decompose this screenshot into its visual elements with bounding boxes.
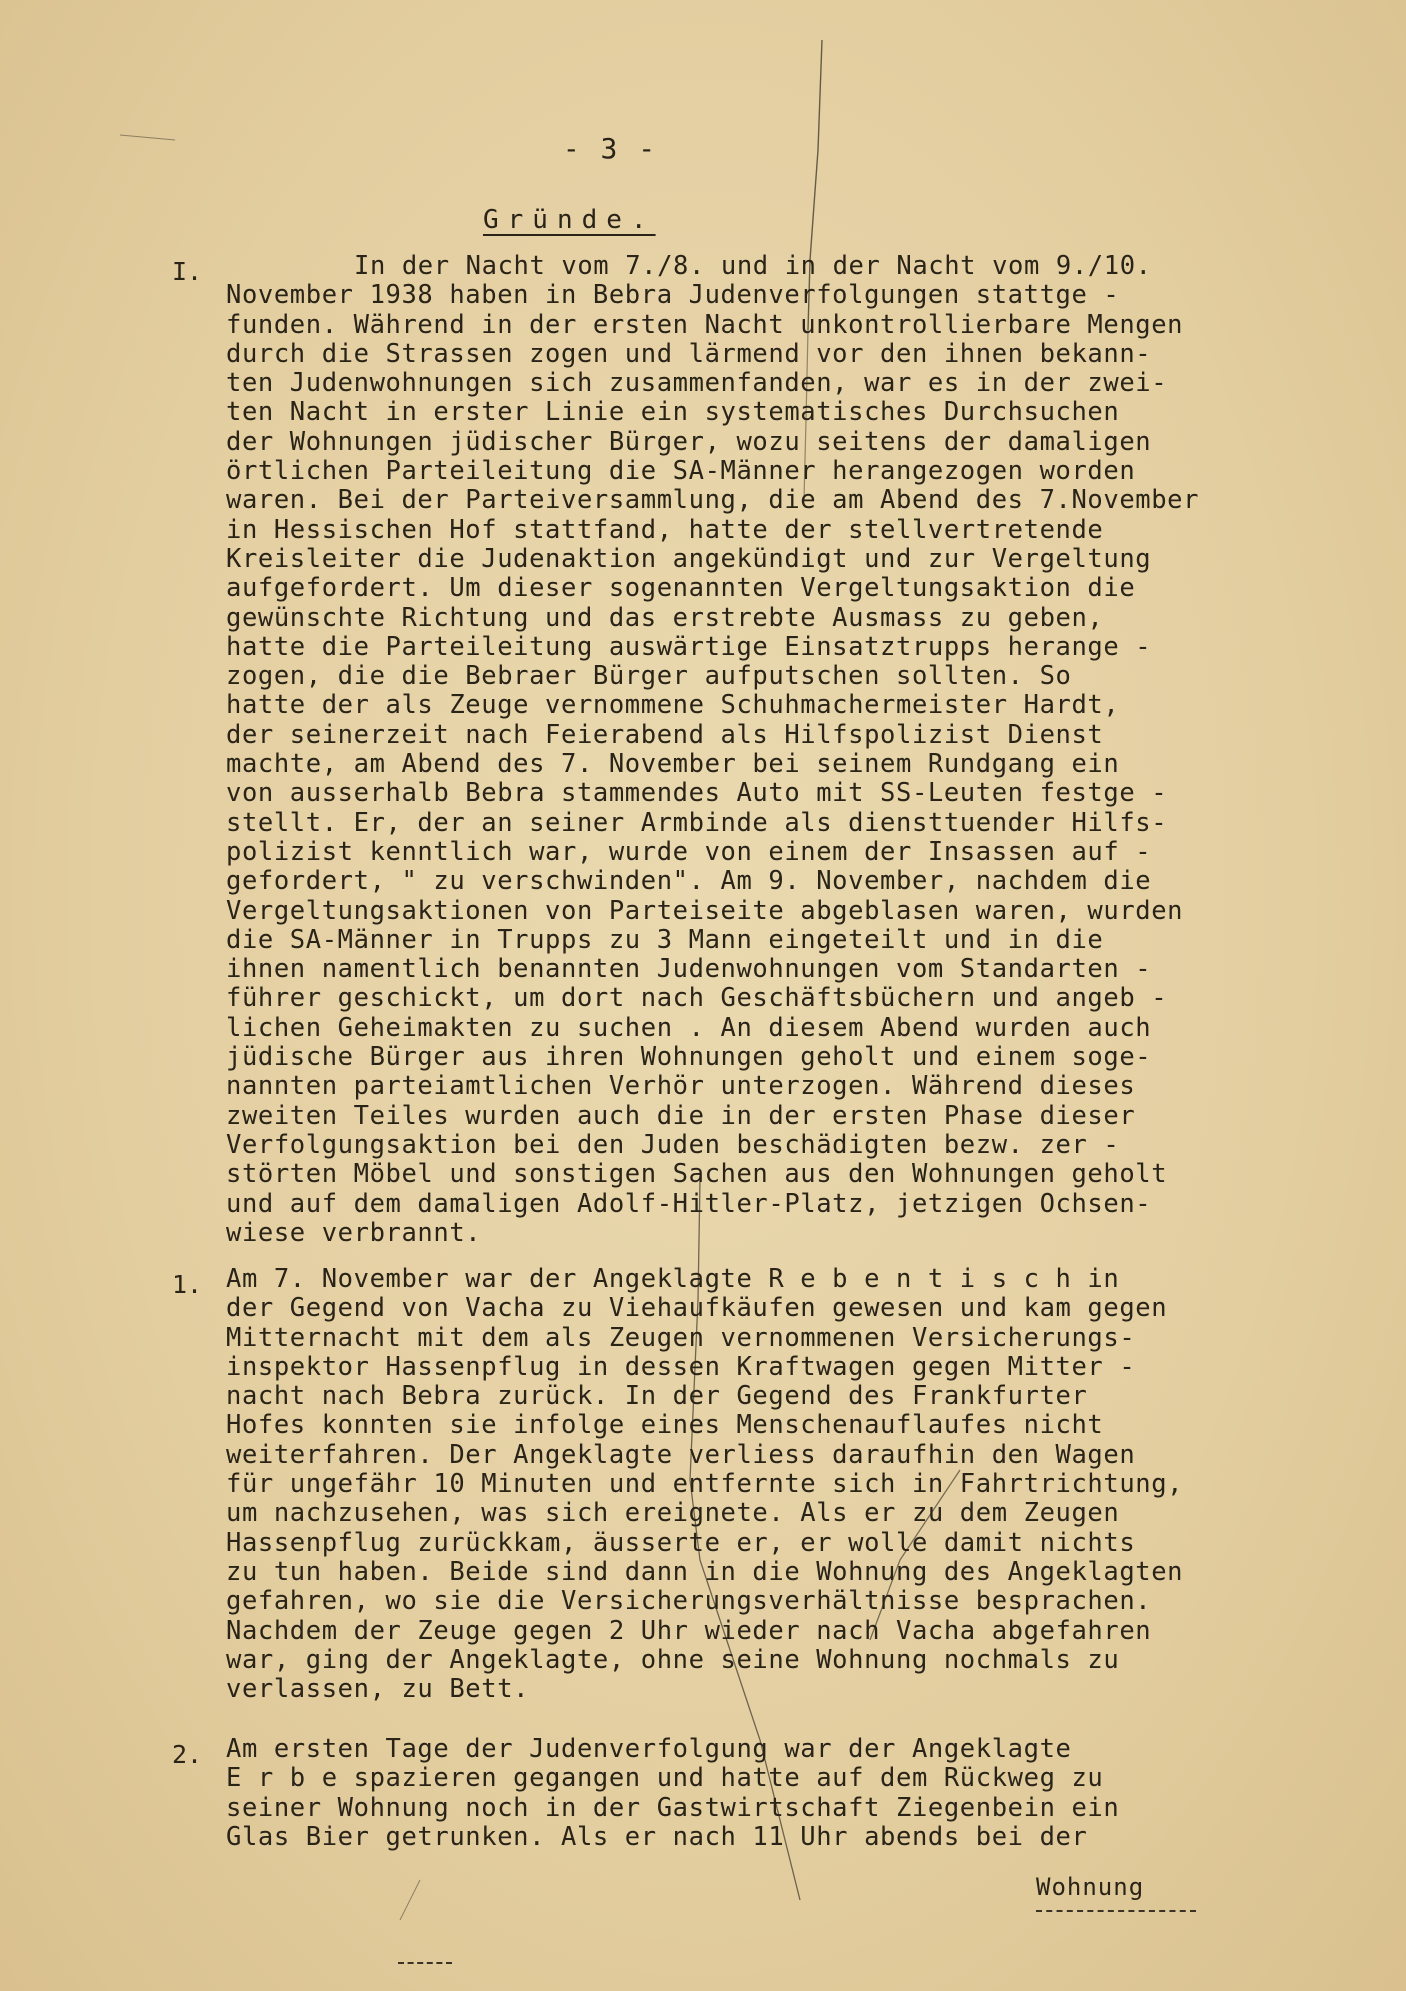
text-line: jüdische Bürger aus ihren Wohnungen geholt und einem soge- [226, 1042, 1152, 1073]
text-line: der Gegend von Vacha zu Viehaufkäufen gewesen und kam gegen [226, 1293, 1168, 1324]
text-line: E r b e spazieren gegangen und hatte auf dem Rückweg zu [226, 1763, 1104, 1794]
text-line: Vergeltungsaktionen von Parteiseite abgeblasen waren, wurden [226, 895, 1184, 926]
section-1-text [226, 1265, 1183, 1704]
text-line: Hofes konnten sie infolge eines Menschenauflaufes nicht [226, 1410, 1104, 1441]
text-line: Glas Bier getrunken. Als er nach 11 Uhr abends bei der [226, 1821, 1088, 1852]
text-line: um nachzusehen, was sich ereignete. Als er zu dem Zeugen [226, 1498, 1120, 1529]
text-line: Hassenpflug zurückkam, äusserte er, er wolle damit nichts [226, 1527, 1136, 1558]
text-line: waren. Bei der Parteiversammlung, die am Abend des 7.November [226, 485, 1200, 516]
text-line: lichen Geheimakten zu suchen . An diesem Abend wurden auch [226, 1012, 1152, 1043]
text-line: zweiten Teiles wurden auch die in der ersten Phase dieser [226, 1100, 1136, 1131]
text-line: gewünschte Richtung und das erstrebte Ausmass zu geben, [226, 602, 1104, 633]
text-line: verlassen, zu Bett. [226, 1674, 530, 1705]
text-line: war, ging der Angeklagte, ohne seine Wohnung nochmals zu [226, 1644, 1120, 1675]
text-line: polizist kenntlich war, wurde von einem der Insassen auf - [226, 836, 1152, 867]
catchword-rule [1036, 1910, 1196, 1912]
text-line: ten Judenwohnungen sich zusammenfanden, war es in der zwei- [226, 368, 1168, 399]
text-line: hatte die Parteileitung auswärtige Einsatztrupps herange - [226, 631, 1152, 662]
text-line: machte, am Abend des 7. November bei seinem Rundgang ein [226, 749, 1120, 780]
text-line: störten Möbel und sonstigen Sachen aus den Wohnungen geholt [226, 1159, 1168, 1190]
text-line: von ausserhalb Bebra stammendes Auto mit SS-Leuten festge - [226, 778, 1168, 809]
text-line: hatte der als Zeuge vernommene Schuhmachermeister Hardt, [226, 690, 1120, 721]
catchword: Wohnung [1036, 1873, 1145, 1901]
text-line: für ungefähr 10 Minuten und entfernte sich in Fahrtrichtung, [226, 1469, 1184, 1500]
text-line: ihnen namentlich benannten Judenwohnungen vom Standarten - [226, 954, 1152, 985]
text-line: nannten parteiamtlichen Verhör unterzogen. Während dieses [226, 1071, 1136, 1102]
text-line: die SA-Männer in Trupps zu 3 Mann eingeteilt und in die [226, 924, 1104, 955]
text-line: zu tun haben. Beide sind dann in die Wohnung des Angeklagten [226, 1556, 1184, 1587]
section-heading: Gründe. [483, 205, 656, 235]
text-line: stellt. Er, der an seiner Armbinde als diensttuender Hilfs- [226, 807, 1168, 838]
text-line: in Hessischen Hof stattfand, hatte der stellvertretende [226, 514, 1104, 545]
text-line: und auf dem damaligen Adolf-Hitler-Platz, jetzigen Ochsen- [226, 1188, 1152, 1219]
text-line: nacht nach Bebra zurück. In der Gegend des Frankfurter [226, 1381, 1088, 1412]
text-line: Nachdem der Zeuge gegen 2 Uhr wieder nach Vacha abgefahren [226, 1615, 1152, 1646]
section-marker-2: 2. [172, 1740, 203, 1769]
text-line: der Wohnungen jüdischer Bürger, wozu seitens der damaligen [226, 426, 1152, 457]
page-number: - 3 - [562, 132, 658, 165]
text-line: inspektor Hassenpflug in dessen Kraftwagen gegen Mitter - [226, 1351, 1136, 1382]
text-line: Am 7. November war der Angeklagte R e b e n t i s c h in [226, 1264, 1120, 1294]
text-line: örtlichen Parteileitung die SA-Männer herangezogen worden [226, 456, 1136, 487]
text-line: wiese verbrannt. [226, 1217, 482, 1248]
text-line: Verfolgungsaktion bei den Juden beschädigten bezw. zer - [226, 1129, 1120, 1160]
section-marker-1: 1. [172, 1270, 203, 1299]
text-line: Mitternacht mit dem als Zeugen vernommenen Versicherungs- [226, 1322, 1136, 1353]
text-line: weiterfahren. Der Angeklagte verliess daraufhin den Wagen [226, 1439, 1136, 1470]
text-line: gefordert, " zu verschwinden". Am 9. November, nachdem die [226, 866, 1152, 897]
text-line: In der Nacht vom 7./8. und in der Nacht vom 9./10. [354, 251, 1152, 281]
section-2-text [226, 1735, 1119, 1852]
section-I-text [226, 252, 1199, 1248]
text-line: ten Nacht in erster Linie ein systematisches Durchsuchen [226, 397, 1120, 428]
text-line: durch die Strassen zogen und lärmend vor den ihnen bekann- [226, 338, 1152, 369]
text-line: gefahren, wo sie die Versicherungsverhältnisse besprachen. [226, 1586, 1152, 1617]
text-line: November 1938 haben in Bebra Judenverfolgungen stattge - [226, 280, 1120, 311]
text-line: zogen, die die Bebraer Bürger aufputschen sollten. So [226, 661, 1072, 692]
text-line: führer geschickt, um dort nach Geschäftsbüchern und angeb - [226, 983, 1168, 1014]
text-line: Kreisleiter die Judenaktion angekündigt und zur Vergeltung [226, 543, 1152, 574]
footer-rule [398, 1962, 452, 1964]
text-line: seiner Wohnung noch in der Gastwirtschaft Ziegenbein ein [226, 1792, 1120, 1823]
text-line: der seinerzeit nach Feierabend als Hilfspolizist Dienst [226, 719, 1104, 750]
section-marker-I: I. [172, 257, 203, 286]
text-line: Am ersten Tage der Judenverfolgung war der Angeklagte [226, 1734, 1072, 1764]
text-line: funden. Während in der ersten Nacht unkontrollierbare Mengen [226, 309, 1184, 340]
text-line: aufgefordert. Um dieser sogenannten Vergeltungsaktion die [226, 573, 1136, 604]
